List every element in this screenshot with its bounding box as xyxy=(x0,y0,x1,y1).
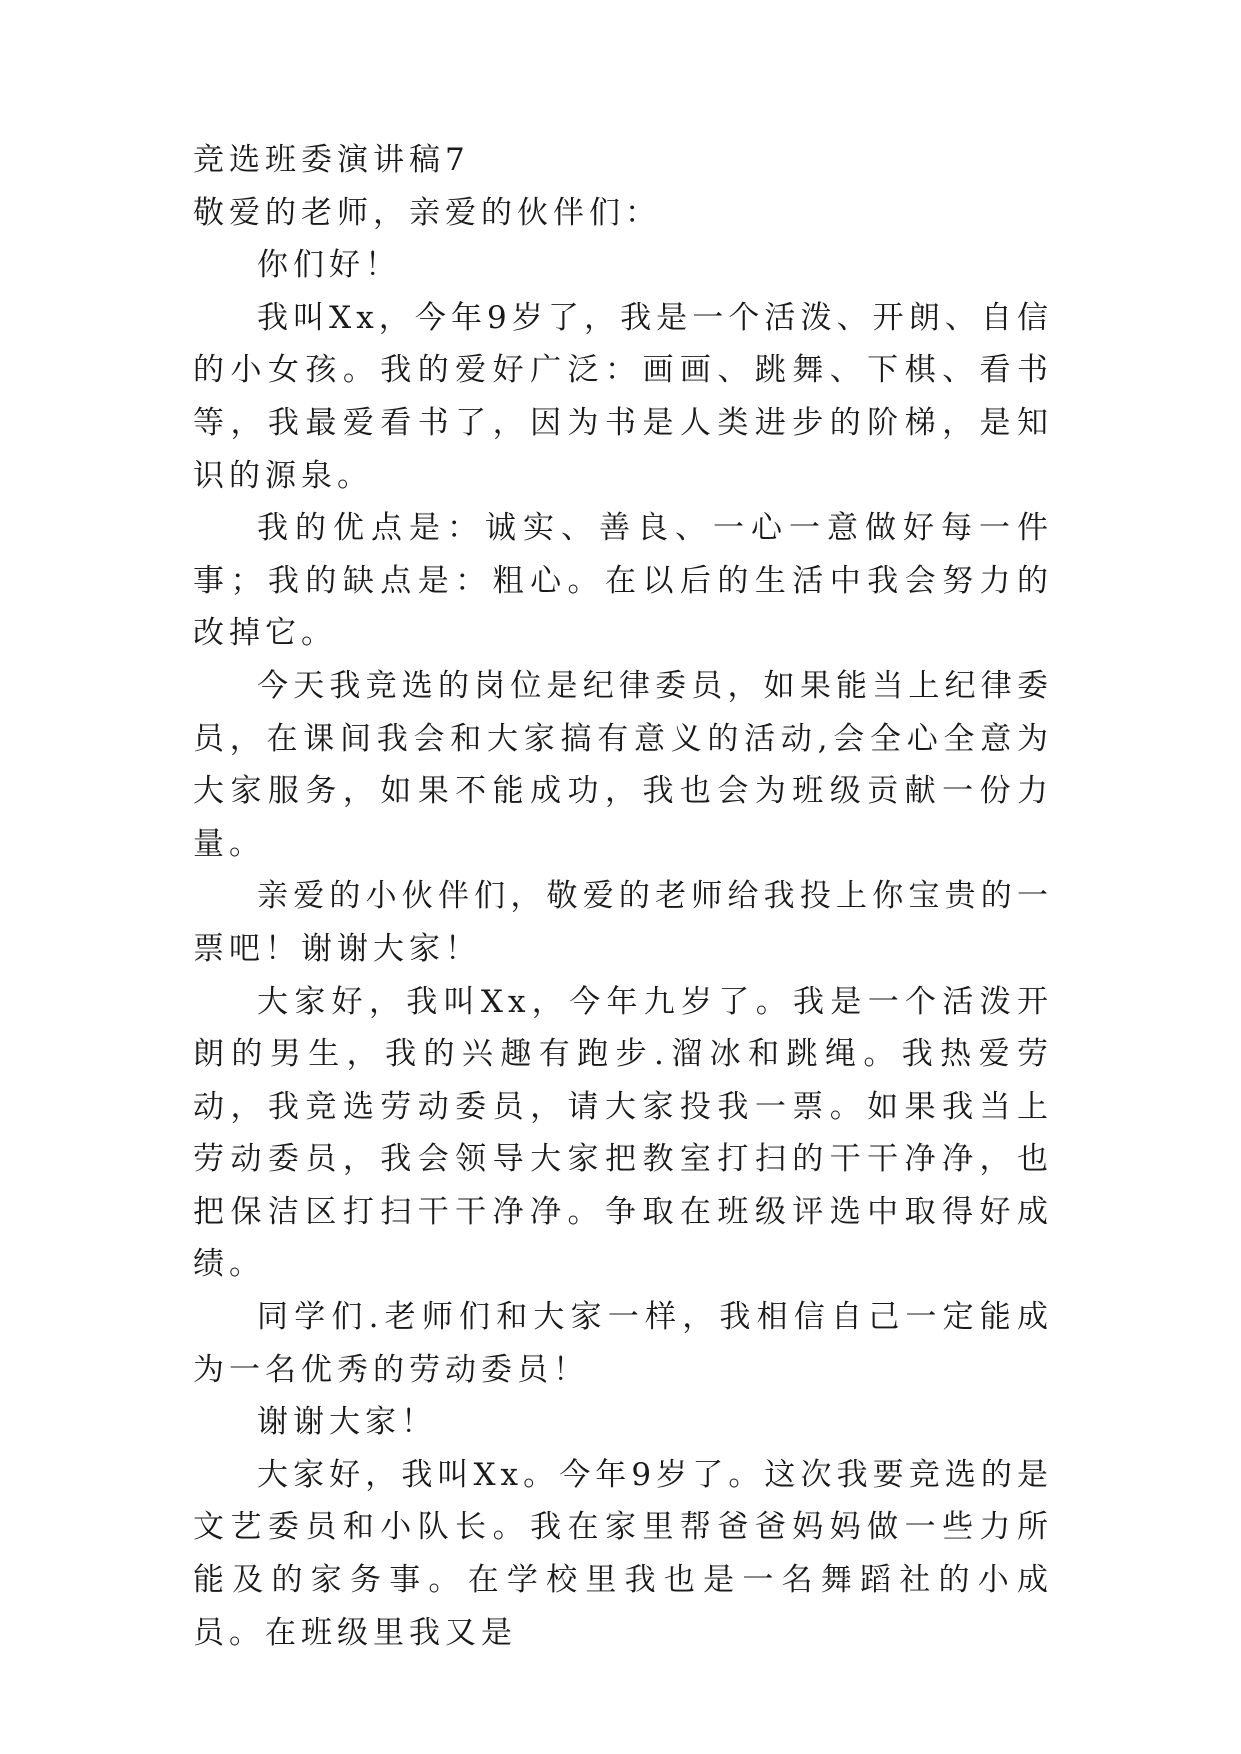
paragraph: 今天我竞选的岗位是纪律委员，如果能当上纪律委员，在课间我会和大家搞有意义的活动,会全心全意为大家服务，如果不能成功，我也会为班级贡献一份力量。 xyxy=(193,667,1053,862)
paragraph: 亲爱的小伙伴们，敬爱的老师给我投上你宝贵的一票吧！谢谢大家！ xyxy=(193,878,1053,967)
salutation: 敬爱的老师，亲爱的伙伴们： xyxy=(193,194,661,231)
document-body xyxy=(193,134,1053,1659)
paragraph: 我叫Xx，今年9岁了，我是一个活泼、开朗、自信的小女孩。我的爱好广泛：画画、跳舞、下棋、看书等，我最爱看书了，因为书是人类进步的阶梯，是知识的源泉。 xyxy=(193,299,1053,494)
paragraph: 我的优点是：诚实、善良、一心一意做好每一件事；我的缺点是：粗心。在以后的生活中我会努力的改掉它。 xyxy=(193,510,1053,652)
paragraph: 你们好！ xyxy=(257,247,401,284)
document-title: 竞选班委演讲稿7 xyxy=(193,142,470,178)
paragraph: 同学们.老师们和大家一样，我相信自己一定能成为一名优秀的劳动委员！ xyxy=(193,1299,1053,1388)
paragraph: 谢谢大家！ xyxy=(257,1404,437,1441)
paragraph: 大家好，我叫Xx。今年9岁了。这次我要竞选的是文艺委员和小队长。我在家里帮爸爸妈妈做一些力所能及的家务事。在学校里我也是一名舞蹈社的小成员。在班级里我又是 xyxy=(193,1456,1053,1651)
paragraph: 大家好，我叫Xx，今年九岁了。我是一个活泼开朗的男生，我的兴趣有跑步.溜冰和跳绳。我热爱劳动，我竞选劳动委员，请大家投我一票。如果我当上劳动委员，我会领导大家把教室打扫的干干净净，也把保洁区打扫干干净净。争取在班级评选中取得好成绩。 xyxy=(193,983,1053,1283)
